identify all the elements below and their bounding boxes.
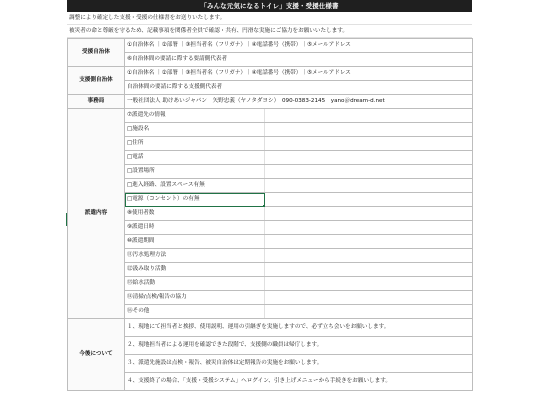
dispatch-item-1-input[interactable] [265,123,473,137]
supporting-line-1[interactable]: ①自治体名 ｜②部署 ｜③担当者名（フリガナ）｜④電話番号（携帯）｜⑤メールアドレス [125,39,473,53]
future-item-1[interactable]: １、現地にて担当者と挨拶、使用説明、運用の引継ぎを実施しますので、必ず立ち会いをお願いします。 [125,319,473,337]
dispatch-item-7[interactable]: ⑧使用者数 [125,207,265,221]
dispatch-label: 派遣内容 [68,109,125,319]
dispatch-item-4[interactable]: □設置場所 [125,165,265,179]
dispatch-item-1[interactable]: □施設名 [125,123,265,137]
secretariat-label: 事務局 [68,95,125,109]
sheet-title: 「みんな元気になるトイレ」支援・受援仕様書 [67,0,472,12]
dispatch-item-3-input[interactable] [265,151,473,165]
dispatch-item-10-input[interactable] [265,249,473,263]
intro-line-1[interactable]: 調整により確定した支援・受援の仕様書をお送りいたします。 [67,12,472,25]
dispatch-item-12[interactable]: ⑬給水活動 [125,277,265,291]
future-item-2[interactable]: ２、現地担当者による運用を確認できた段階で、支援側の職員は帰庁します。 [125,337,473,355]
dispatch-item-11[interactable]: ⑫汲み取り活動 [125,263,265,277]
dispatch-item-6-selected-cell[interactable] [125,193,265,207]
supporting-label: 受援自治体 [68,39,125,67]
dispatch-item-6: □電源（コンセント）の有無 [127,196,200,202]
intro-line-2[interactable]: 被災者の命と尊厳を守るため、記載事項を関係者全員で確認・共有、円滑な実施にご協力をお願いいたします。 [67,25,472,38]
supporting-line-2[interactable]: ⑥自治体間の要請に際する要請側代表者 [125,53,473,67]
dispatch-item-14[interactable]: ⑯その他 [125,305,265,319]
future-item-3[interactable]: ３、派遣先施設は点検・報告、被災自治体は定期報告の実施をお願いします。 [125,355,473,373]
dispatch-item-9-input[interactable] [265,235,473,249]
support-side-line-1[interactable]: ①自治体名 ｜②部署 ｜③担当者名（フリガナ）｜④電話番号（携帯）｜⑤メールアドレス [125,67,473,81]
dispatch-item-2-input[interactable] [265,137,473,151]
future-label: 今後について [68,319,125,391]
support-side-label: 支援側自治体 [68,67,125,95]
dispatch-item-5-input[interactable] [265,179,473,193]
dispatch-item-0[interactable]: ⑦派遣先の情報 [125,109,265,123]
dispatch-item-13-input[interactable] [265,291,473,305]
support-side-line-2[interactable]: 自治体間の要請に際する支援側代表者 [125,81,473,95]
dispatch-item-9[interactable]: ⑩派遣期間 [125,235,265,249]
future-item-4[interactable]: ４、支援終了の場合、「支援・受援システム」へログイン、引き上げメニューから手続きをお願いします。 [125,373,473,391]
spec-sheet [67,0,472,391]
dispatch-item-11-input[interactable] [265,263,473,277]
secretariat-value[interactable]: 一般社団法人 助けあいジャパン 矢野忠義（ヤノタダヨシ） 090-0383-2145 yano＠dream-d.net [125,95,473,109]
spec-table [67,38,473,391]
dispatch-item-10[interactable]: ⑪汚水処理方法 [125,249,265,263]
dispatch-item-8-input[interactable] [265,221,473,235]
dispatch-item-6-input[interactable] [265,193,473,207]
dispatch-item-14-input[interactable] [265,305,473,319]
dispatch-item-3[interactable]: □電話 [125,151,265,165]
fill-handle[interactable] [263,205,265,207]
dispatch-item-8[interactable]: ⑨派遣日時 [125,221,265,235]
dispatch-item-13[interactable]: ⑭清掃/点検/報告の協力 [125,291,265,305]
dispatch-item-12-input[interactable] [265,277,473,291]
dispatch-item-4-input[interactable] [265,165,473,179]
dispatch-item-5[interactable]: □進入経路、設置スペース有無 [125,179,265,193]
dispatch-item-7-input[interactable] [265,207,473,221]
dispatch-item-0-input[interactable] [265,109,473,123]
dispatch-item-2[interactable]: □住所 [125,137,265,151]
